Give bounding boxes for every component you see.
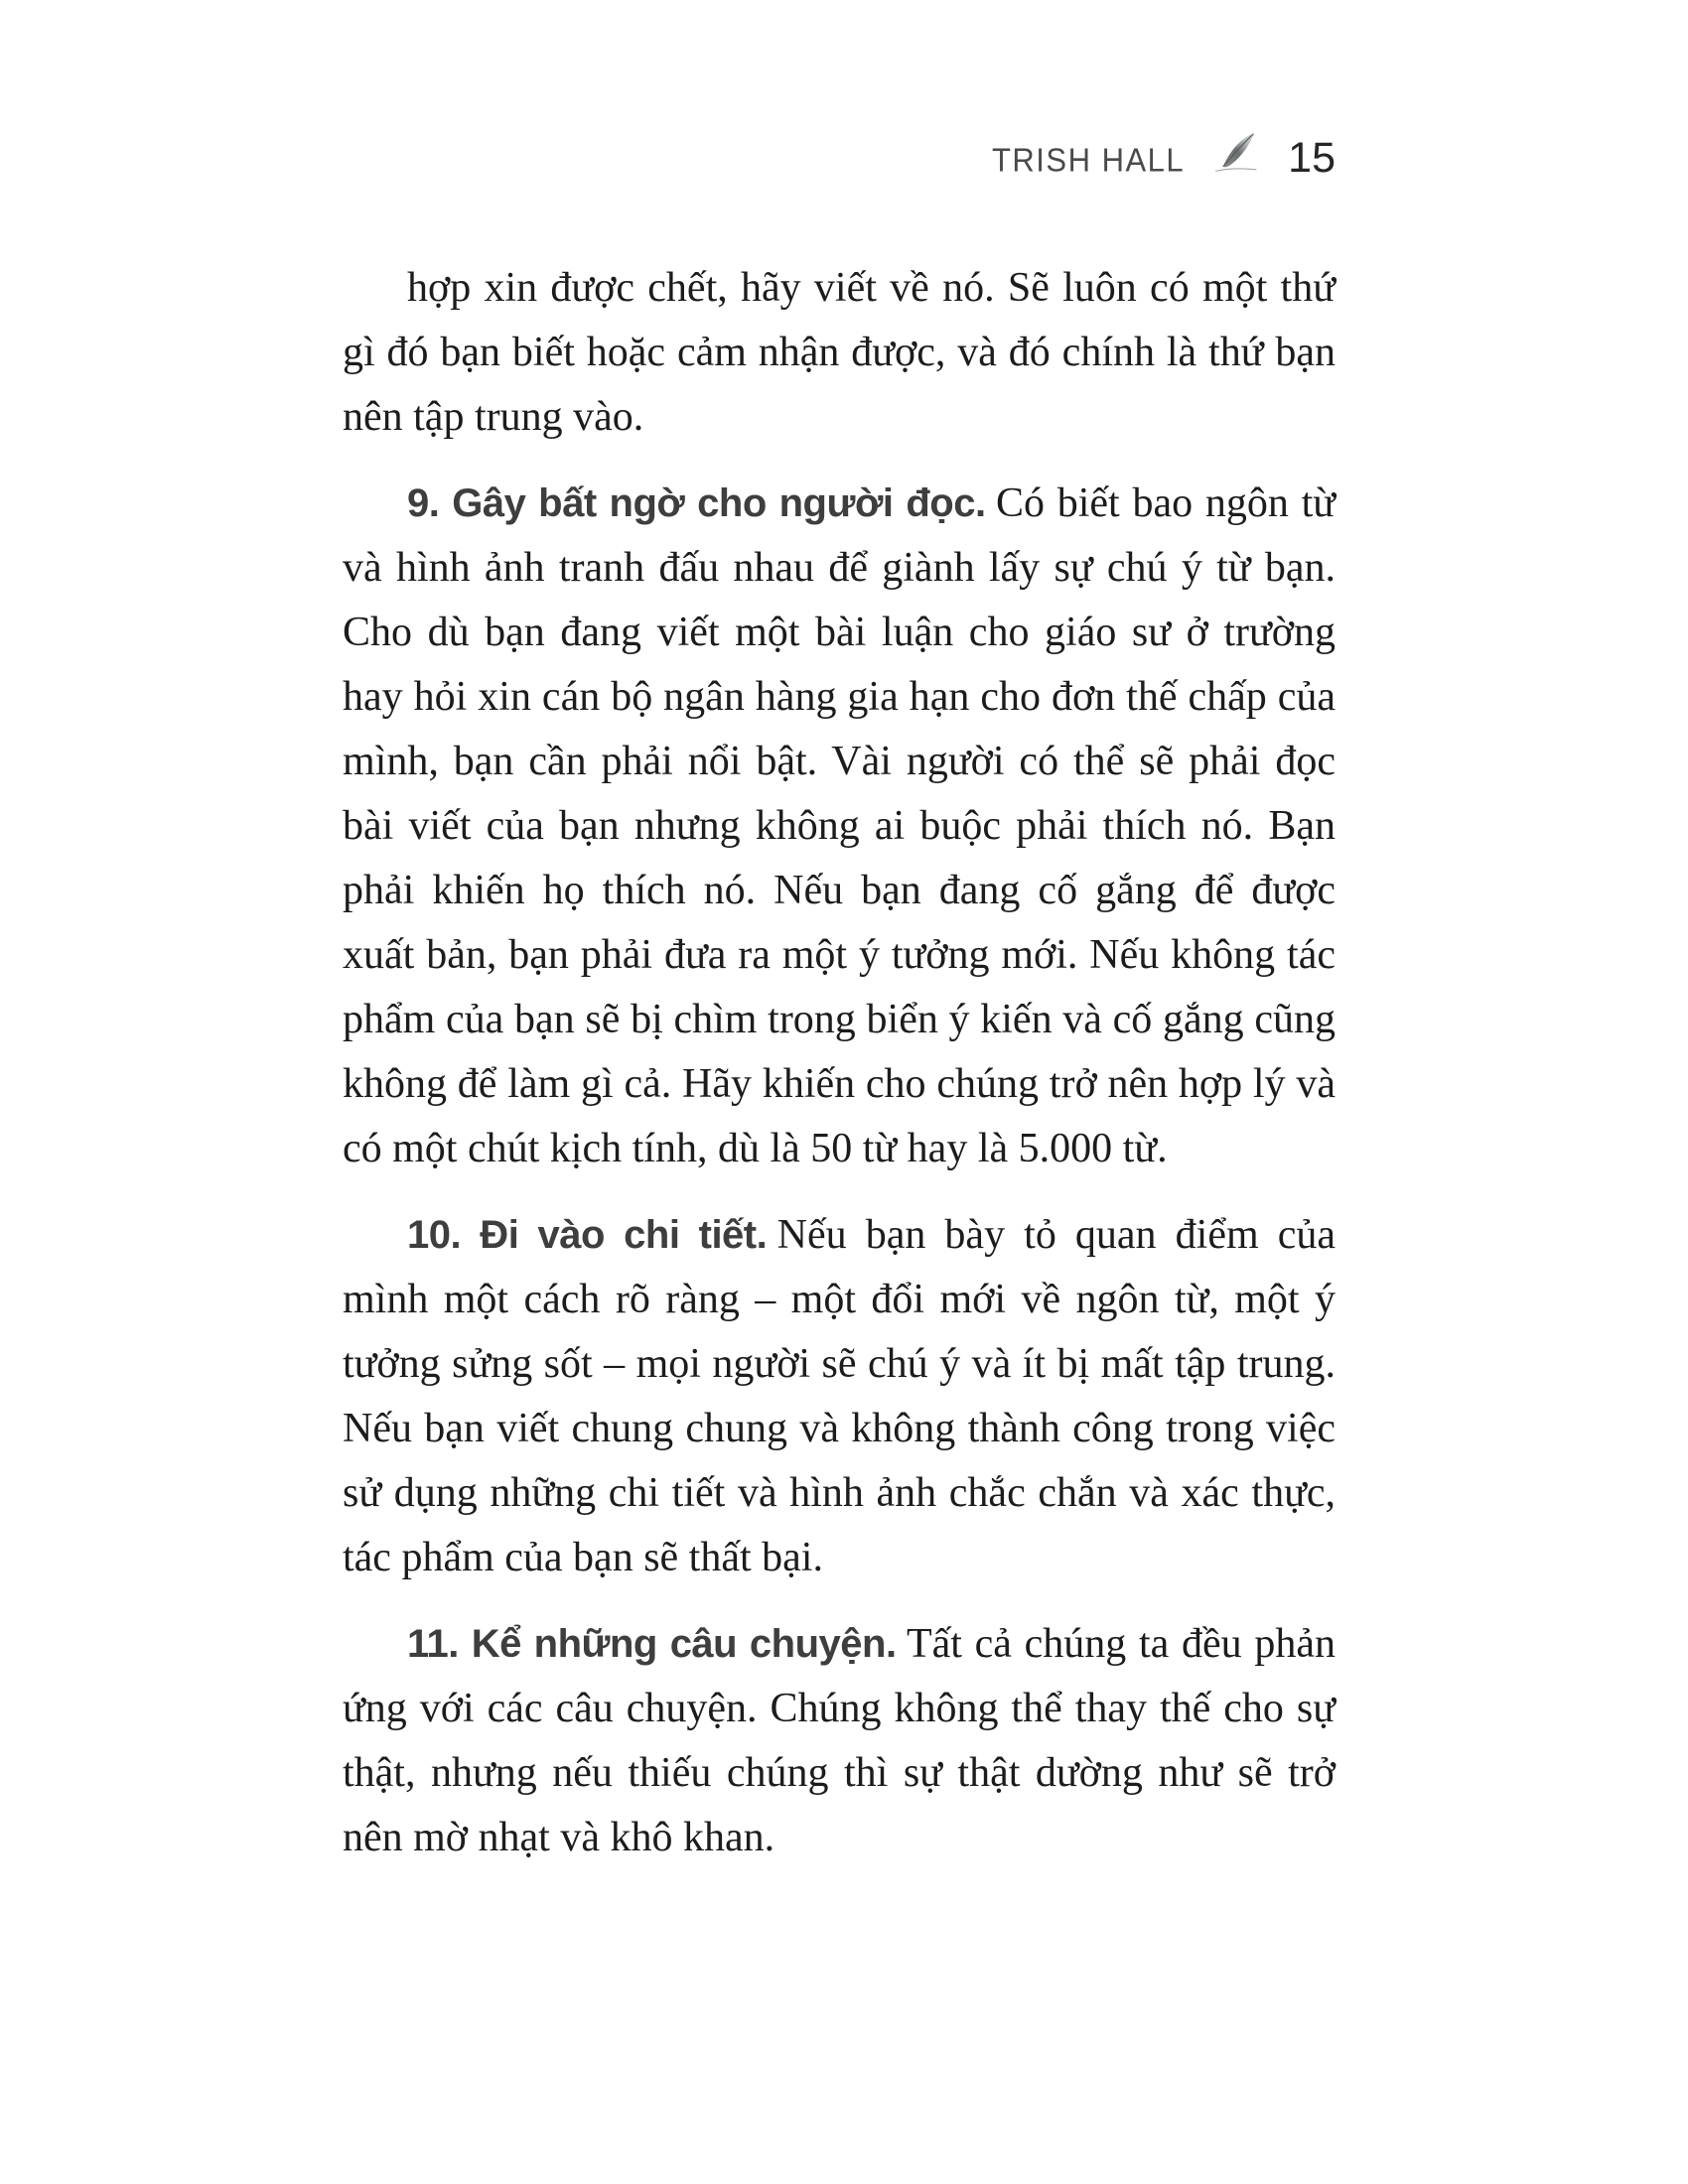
paragraph <box>343 472 1336 1181</box>
body-text <box>343 256 1336 1892</box>
paragraph-text: Tất cả chúng ta đều phản ứng với các câu chuyện. Chúng không thể thay thế cho sự thật, nhưng nếu thiếu chúng thì sự thật dường như sẽ trở nên mờ nhạt và khô khan. <box>343 1621 1336 1860</box>
page-number: 15 <box>1288 134 1336 183</box>
paragraph-text: hợp xin được chết, hãy viết về nó. Sẽ luôn có một thứ gì đó bạn biết hoặc cảm nhận được, và đó chính là thứ bạn nên tập trung vào. <box>343 265 1336 440</box>
paragraph-text: Có biết bao ngôn từ và hình ảnh tranh đấu nhau để giành lấy sự chú ý từ bạn. Cho dù bạn đang viết một bài luận cho giáo sư ở trường hay hỏi xin cán bộ ngân hàng gia hạn cho đơn thế chấp của mình, bạn cần phải nổi bật. Vài người có thể sẽ phải đọc bài viết của bạn nhưng không ai buộc phải thích nó. Bạn phải khiến họ thích nó. Nếu bạn đang cố gắng để được xuất bản, bạn phải đưa ra một ý tưởng mới. Nếu không tác phẩm của bạn sẽ bị chìm trong biển ý kiến và cố gắng cũng không để làm gì cả. Hãy khiến cho chúng trở nên hợp lý và có một chút kịch tính, dù là 50 từ hay là 5.000 từ. <box>343 480 1336 1171</box>
paragraph <box>343 1203 1336 1590</box>
quill-feather-icon <box>1212 129 1258 177</box>
paragraph-text: Nếu bạn bày tỏ quan điểm của mình một cách rõ ràng – một đổi mới về ngôn từ, một ý tưởng sửng sốt – mọi người sẽ chú ý và ít bị mất tập trung. Nếu bạn viết chung chung và không thành công trong việc sử dụng những chi tiết và hình ảnh chắc chắn và xác thực, tác phẩm của bạn sẽ thất bại. <box>343 1212 1336 1580</box>
paragraph <box>343 256 1336 450</box>
running-header <box>343 127 1336 183</box>
author-name: TRISH HALL <box>991 141 1186 180</box>
paragraph-lead: 9. Gây bất ngờ cho người đọc. <box>407 481 986 525</box>
paragraph <box>343 1612 1336 1870</box>
paragraph-lead: 10. Đi vào chi tiết. <box>407 1213 768 1257</box>
paragraph-lead: 11. Kể những câu chuyện. <box>407 1622 897 1666</box>
